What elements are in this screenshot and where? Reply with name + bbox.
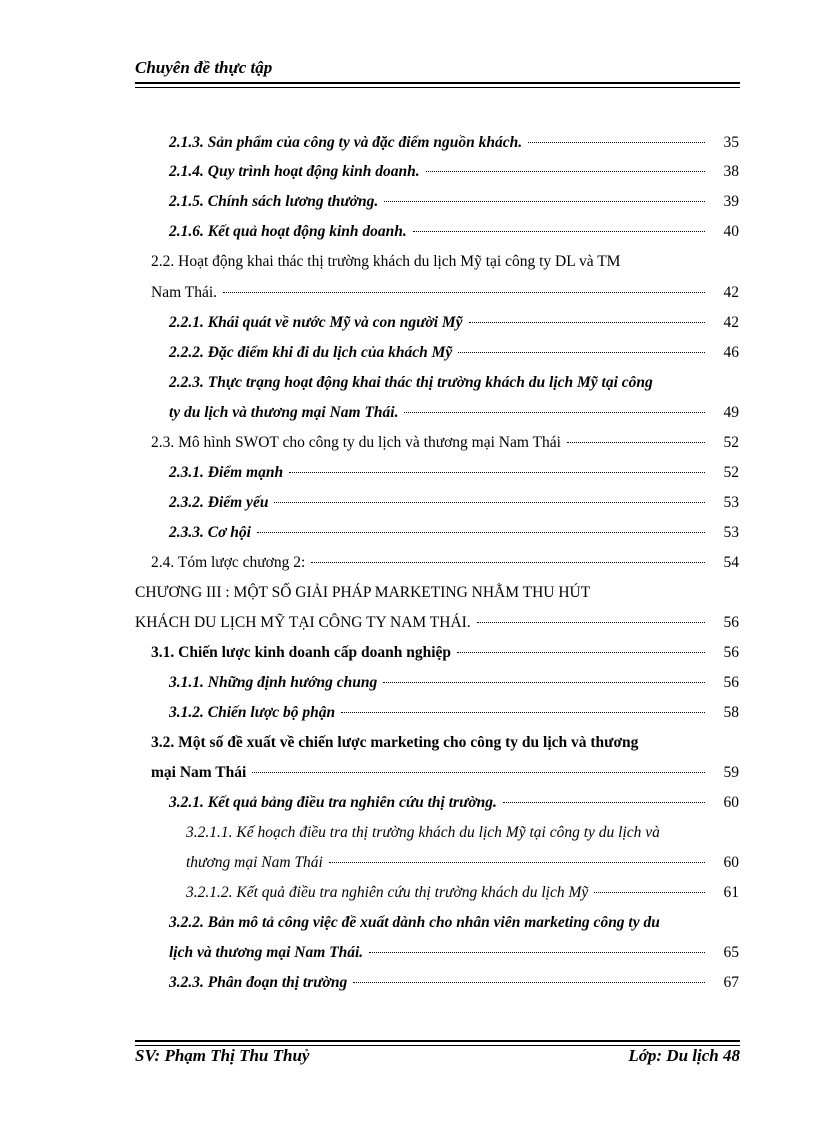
toc-page-number: 59 <box>723 764 739 781</box>
toc-entry-label: 2.3.3. Cơ hội <box>169 524 251 541</box>
toc-entry-3-1-1[interactable] <box>169 668 739 698</box>
toc-entry-label: 3.1.2. Chiến lược bộ phận <box>169 704 336 721</box>
toc-page-number: 35 <box>723 134 739 151</box>
toc-entry-label: 2.1.6. Kết quả hoạt động kinh doanh. <box>169 223 407 240</box>
toc-entry-3-2-2[interactable] <box>169 908 739 938</box>
dot-leader <box>257 532 705 533</box>
toc-entry-label: 3.2.2. Bản mô tả công việc đề xuất dành cho nhân viên marketing công ty du <box>169 914 660 931</box>
dot-leader <box>458 352 705 353</box>
toc-entry-2-3-1[interactable] <box>169 458 739 488</box>
toc-entry-label: 2.3.2. Điểm yếu <box>169 494 269 511</box>
toc-entry-label: 2.1.5. Chính sách lương thưởng. <box>169 193 379 210</box>
dot-leader <box>457 652 705 653</box>
toc-entry-2-1-6[interactable] <box>169 217 739 247</box>
toc-entry-label: 2.3.1. Điểm mạnh <box>169 464 284 481</box>
toc-entry-label: 3.2.1. Kết quả bảng điều tra nghiên cứu thị trường. <box>169 794 497 811</box>
toc-entry-2-2-1[interactable] <box>169 308 739 338</box>
toc-page-number: 49 <box>723 404 739 421</box>
toc-page-number: 65 <box>723 944 739 961</box>
toc-entry-label: 2.2.1. Khái quát về nước Mỹ và con người Mỹ <box>169 314 463 331</box>
toc-entry-3-2-1-1-cont[interactable] <box>186 848 739 878</box>
dot-leader <box>223 292 705 293</box>
toc-entry-label: 3.2. Một số đề xuất về chiến lược marketing cho công ty du lịch và thương <box>151 734 639 751</box>
toc-entry-label: 2.2.3. Thực trạng hoạt động khai thác thị trường khách du lịch Mỹ tại công <box>169 374 653 391</box>
toc-entry-2-3-2[interactable] <box>169 488 739 518</box>
toc-entry-3-1[interactable] <box>151 638 739 668</box>
dot-leader <box>503 802 705 803</box>
dot-leader <box>252 772 705 773</box>
toc-entry-label: 3.2.1.2. Kết quả điều tra nghiên cứu thị trường khách du lịch Mỹ <box>186 884 589 901</box>
toc-entry-label: KHÁCH DU LỊCH MỸ TẠI CÔNG TY NAM THÁI. <box>135 614 471 631</box>
page-header-title: Chuyên đề thực tập <box>135 58 273 77</box>
toc-page-number: 53 <box>723 494 739 511</box>
dot-leader <box>311 562 705 563</box>
toc-entry-label: mại Nam Thái <box>151 764 247 781</box>
toc-page-number: 39 <box>723 193 739 210</box>
toc-entry-2-2-cont[interactable] <box>151 278 739 308</box>
toc-page-number: 60 <box>723 854 739 871</box>
dot-leader <box>289 472 705 473</box>
toc-page-number: 52 <box>723 464 739 481</box>
toc-entry-label: thương mại Nam Thái <box>186 854 323 871</box>
toc-page-number: 52 <box>723 434 739 451</box>
dot-leader <box>477 622 705 623</box>
toc-page-number: 56 <box>723 644 739 661</box>
toc-entry-chapter-3-cont[interactable] <box>135 608 739 638</box>
dot-leader <box>426 171 705 172</box>
toc-entry-2-2-2[interactable] <box>169 338 739 368</box>
dot-leader <box>413 231 705 232</box>
toc-entry-label: 3.1.1. Những định hướng chung <box>169 674 378 691</box>
footer-class-name: Lớp: Du lịch 48 <box>628 1046 740 1065</box>
toc-entry-3-2-cont[interactable] <box>151 758 739 788</box>
toc-entry-label: 3.2.1.1. Kế hoạch điều tra thị trường khách du lịch Mỹ tại công ty du lịch và <box>186 824 660 841</box>
toc-entry-3-2[interactable] <box>151 728 739 758</box>
toc-entry-2-1-4[interactable] <box>169 157 739 187</box>
toc-page-number: 56 <box>723 614 739 631</box>
toc-page-number: 54 <box>723 554 739 571</box>
toc-entry-label: lịch và thương mại Nam Thái. <box>169 944 364 961</box>
toc-entry-3-2-3[interactable] <box>169 968 739 998</box>
dot-leader <box>528 142 705 143</box>
toc-page-number: 42 <box>723 284 739 301</box>
toc-page-number: 61 <box>723 884 739 901</box>
toc-entry-3-2-1[interactable] <box>169 788 739 818</box>
dot-leader <box>384 201 705 202</box>
toc-entry-3-2-1-2[interactable] <box>186 878 739 908</box>
header-rule <box>135 82 740 88</box>
toc-page-number: 56 <box>723 674 739 691</box>
dot-leader <box>341 712 705 713</box>
toc-page-number: 40 <box>723 223 739 240</box>
toc-entry-label: 2.4. Tóm lược chương 2: <box>151 554 306 571</box>
toc-entry-label: ty du lịch và thương mại Nam Thái. <box>169 404 399 421</box>
toc-entry-3-1-2[interactable] <box>169 698 739 728</box>
toc-entry-2-3[interactable] <box>151 428 739 458</box>
toc-entry-label: 2.2.2. Đặc điểm khi đi du lịch của khách Mỹ <box>169 344 453 361</box>
toc-page-number: 60 <box>723 794 739 811</box>
dot-leader <box>594 892 705 893</box>
dot-leader <box>369 952 705 953</box>
dot-leader <box>567 442 705 443</box>
dot-leader <box>383 682 705 683</box>
toc-entry-2-2-3[interactable] <box>169 368 739 398</box>
toc-entry-chapter-3[interactable] <box>135 578 739 608</box>
toc-entry-label: 3.1. Chiến lược kinh doanh cấp doanh nghiệp <box>151 644 452 661</box>
toc-page-number: 53 <box>723 524 739 541</box>
footer-student-name: SV: Phạm Thị Thu Thuỷ <box>135 1046 310 1065</box>
toc-page-number: 42 <box>723 314 739 331</box>
toc-entry-label: 2.3. Mô hình SWOT cho công ty du lịch và thương mại Nam Thái <box>151 434 561 451</box>
toc-entry-label: CHƯƠNG III : MỘT SỐ GIẢI PHÁP MARKETING NHẰM THU HÚT <box>135 584 591 601</box>
dot-leader <box>329 862 705 863</box>
toc-entry-3-2-1-1[interactable] <box>186 818 739 848</box>
toc-page-number: 67 <box>723 974 739 991</box>
dot-leader <box>353 982 705 983</box>
toc-entry-label: 3.2.3. Phân đoạn thị trường <box>169 974 348 991</box>
toc-entry-label: Nam Thái. <box>151 284 218 301</box>
toc-entry-2-3-3[interactable] <box>169 518 739 548</box>
toc-page-number: 38 <box>723 163 739 180</box>
dot-leader <box>469 322 705 323</box>
toc-entry-3-2-2-cont[interactable] <box>169 938 739 968</box>
toc-entry-2-4[interactable] <box>151 548 739 578</box>
toc-page-number: 58 <box>723 704 739 721</box>
toc-entry-2-1-5[interactable] <box>169 187 739 217</box>
dot-leader <box>404 412 705 413</box>
dot-leader <box>274 502 705 503</box>
toc-entry-label: 2.2. Hoạt động khai thác thị trường khách du lịch Mỹ tại công ty DL và TM <box>151 253 621 270</box>
toc-entry-2-2[interactable] <box>151 247 739 277</box>
toc-entry-label: 2.1.4. Quy trình hoạt động kinh doanh. <box>169 163 420 180</box>
toc-entry-2-2-3-cont[interactable] <box>169 398 739 428</box>
toc-entry-label: 2.1.3. Sản phẩm của công ty và đặc điểm nguồn khách. <box>169 134 523 151</box>
toc-entry-2-1-3[interactable] <box>169 128 739 158</box>
toc-page-number: 46 <box>723 344 739 361</box>
